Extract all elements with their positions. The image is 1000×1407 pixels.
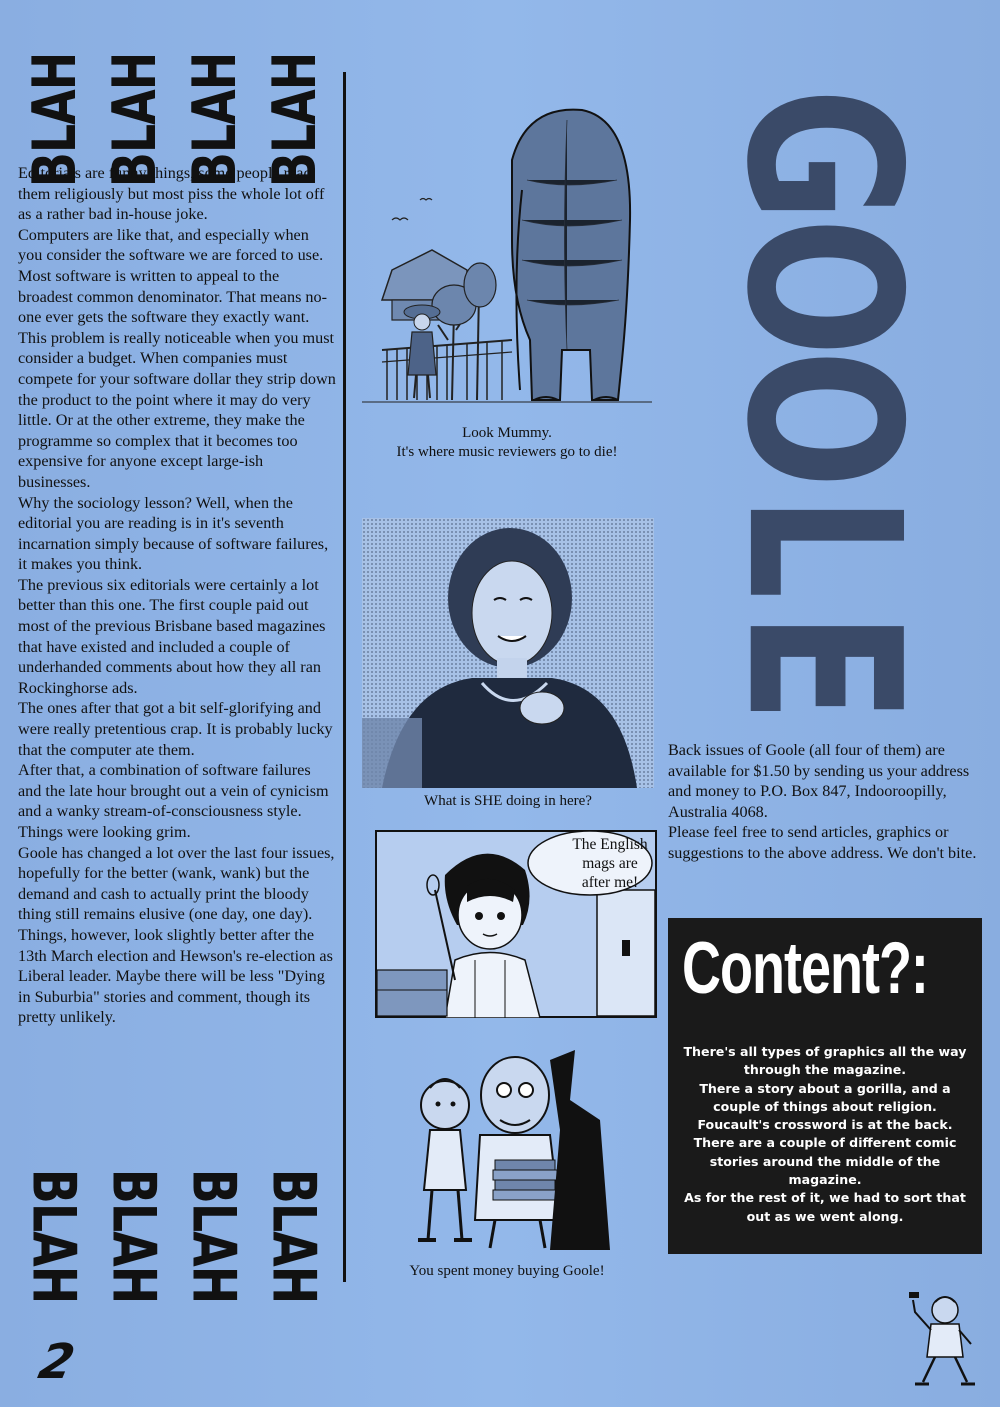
goole-buying-cartoon [400,1040,640,1255]
comic-speech-bubble [555,835,665,892]
content-line: There's all types of graphics all the way through the magazine. [683,1044,967,1078]
content-line: There are a couple of different comic stories around the middle of the magazine. [693,1135,957,1188]
back-issues-paragraph: Please feel free to send articles, graphics or suggestions to the above address. We don't bite. [668,823,977,862]
content-line: As for the rest of it, we had to sort that out as we went along. [684,1190,966,1224]
blah-footer [18,1168,330,1303]
editorial-paragraph: Things, however, look slightly better after the 13th March election and Hewson's re-election as Liberal leader. Maybe there will be less "Dying in Suburbia" stories and comment, though its pretty unlikely. [18,925,333,1027]
bubble-line: The English [572,836,648,853]
blah-word: BLAH [18,1168,90,1303]
gunman-cartoon [905,1282,983,1392]
editorial-paragraph: The ones after that got a bit self-glorifying and were really pretentious crap. It is probably lucky that the computer ate them. [18,699,333,759]
editorial-paragraph: After that, a combination of software failures and the late hour brought out a vein of cynicism and a wanky stream-of-consciousness style. [18,761,329,821]
content-line: Foucault's crossword is at the back. [697,1117,953,1133]
caption-line: Look Mummy. [462,425,552,441]
blah-word: BLAH [258,1168,330,1303]
blah-word: BLAH [178,52,250,188]
back-issues-text [668,740,986,864]
masthead-letter: L [700,494,946,600]
masthead-letter: E [700,611,946,723]
editorial-text [18,163,336,1028]
woman-caption: What is SHE doing in here? [424,793,592,809]
content-box [668,918,982,1254]
elephant-caption [362,424,652,462]
caption-line: It's where music reviewers go to die! [396,444,618,460]
blah-word: BLAH [98,52,170,188]
editorial-paragraph: The previous six editorials were certainly a lot better than this one. The first couple paid out most of the previous Brisbane based magazines that have existed and included a couple of underhanded comments about how they all ran Rockinghorse ads. [18,575,326,697]
editorial-paragraph: Goole has changed a lot over the last four issues, hopefully for the better (wank, wank) but the demand and cash to actually print the bloody thing still remains elusive (one day, one day). [18,843,335,924]
column-divider [343,72,346,1282]
editorial-paragraph: Why the sociology lesson? Well, when the editorial you are reading is in it's seventh incarnation simply because of software failures, it makes you think. [18,493,329,574]
elephant-cartoon [362,100,652,420]
editorial-paragraph: Things were looking grim. [18,823,191,841]
editorial-paragraph: Computers are like that, and especially when you consider the software we are forced to use. Most software is written to appeal to the broadest common denominator. That means no-one ever gets the software they exactly want. This problem is really noticeable when you must consider a budget. When companies must compete for your software dollar they strip down the product to the point where it may do very little. Or at the other extreme, they make the programme so complex that it becomes too expensive for anyone except large-ish businesses. [18,225,336,491]
blah-word: BLAH [258,52,330,188]
content-heading: Content?: [682,927,928,1009]
woman-photo [362,518,654,788]
blah-word: BLAH [18,52,90,188]
blah-header [18,52,330,188]
masthead-letter: O [700,217,946,357]
bubble-line: mags are [582,855,638,872]
masthead-letter: O [700,349,946,489]
page-number: 2 [34,1334,80,1390]
content-line: There a story about a gorilla, and a couple of things about religion. [699,1080,951,1114]
masthead-letter: G [700,87,946,223]
back-issues-paragraph: Back issues of Goole (all four of them) are available for $1.50 by sending us your address and money to P.O. Box 847, Indooroopilly, Australia 4068. [668,741,970,821]
goole-masthead [655,75,990,730]
blah-word: BLAH [98,1168,170,1303]
bubble-line: after me! [581,874,639,891]
goole-cartoon-caption: You spent money buying Goole! [409,1263,605,1279]
content-body [678,1043,972,1226]
blah-word: BLAH [178,1168,250,1303]
editorial-paragraph: Editorials are funny things, some people read them religiously but most piss the whole lot off as a rather bad in-house joke. [18,164,325,224]
